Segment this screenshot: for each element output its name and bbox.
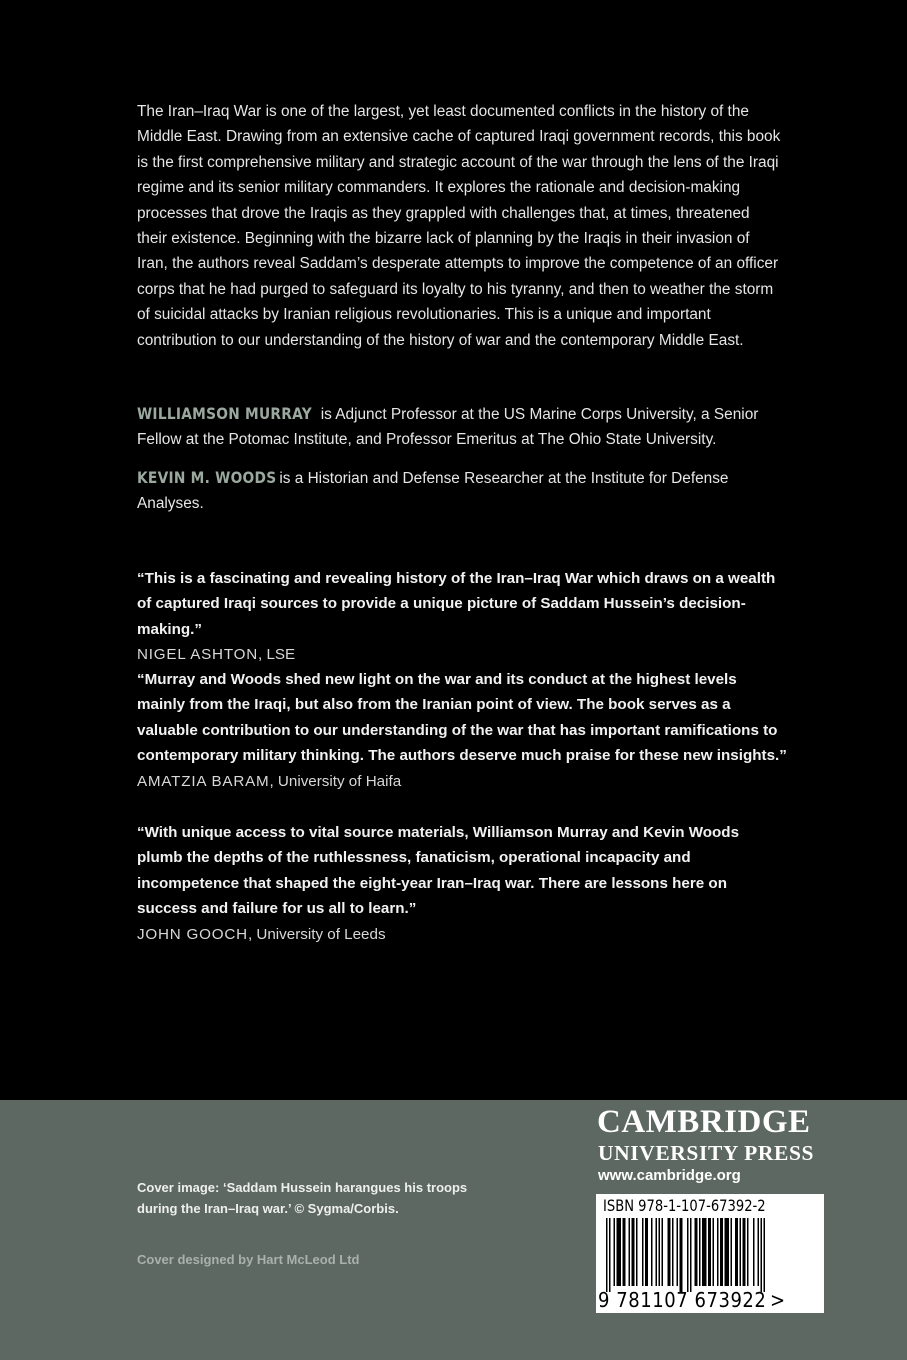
barcode-bar <box>668 1218 671 1286</box>
barcode-bar <box>695 1218 698 1286</box>
barcode-bar <box>672 1218 674 1286</box>
barcode-bar <box>609 1218 611 1292</box>
publisher-url[interactable]: www.cambridge.org <box>598 1167 741 1184</box>
cover-image-credit: Cover image: ‘Saddam Hussein harangues his troops during the Iran–Iraq war.’ © Sygma/Corbis. <box>137 1180 468 1216</box>
barcode-bar <box>740 1218 742 1286</box>
barcode-bar <box>614 1218 616 1286</box>
barcode-bar <box>623 1218 626 1286</box>
quote-text: “Murray and Woods shed new light on the war and its conduct at the highest levels mainly from the Iraqi, but also from the Iranian point of view. The book serves as a valuable contribution to our understanding of the war that has important ramifications to contemporary military thinking. The authors deserve much praise for these new insights.” <box>137 671 787 765</box>
barcode-bar <box>690 1218 692 1292</box>
barcode-bar <box>629 1218 631 1286</box>
author-bio-woods <box>137 465 782 517</box>
quote-attribution: AMATZIA BARAM, University of Haifa <box>137 772 402 790</box>
review-quote <box>137 667 787 794</box>
barcode-bar <box>735 1218 738 1286</box>
publisher-logo-line2: UNIVERSITY PRESS <box>598 1141 815 1165</box>
barcode-bar <box>636 1218 638 1286</box>
barcode-bar <box>687 1218 689 1292</box>
isbn-label: ISBN 978-1-107-67392-2 <box>603 1196 766 1215</box>
barcode-bar <box>651 1218 653 1286</box>
barcode-bar <box>731 1218 733 1286</box>
barcode-bar <box>659 1218 661 1286</box>
barcode-bar <box>717 1218 719 1286</box>
barcode-bar <box>656 1218 658 1286</box>
barcode-digits: 9 781107 673922 > <box>598 1288 786 1312</box>
barcode-bar <box>708 1218 711 1286</box>
author-bio-text: is Adjunct Professor at the US Marine Corps University, a Senior Fellow at the Potomac Institute, and Professor Emeritus at The Ohio State University. <box>137 406 759 449</box>
barcode-bar <box>632 1218 635 1286</box>
quote-text: “With unique access to vital source materials, Williamson Murray and Kevin Woods plumb the depths of the ruthlessness, fanaticism, operational incapacity and incompetence that shaped the eight-year Iran–Iraq war. There are lessons here on success and failure for us all to learn.” <box>137 824 740 918</box>
publisher-logo-line1: CAMBRIDGE <box>597 1104 811 1140</box>
barcode-bar <box>764 1218 766 1292</box>
barcode-bar <box>699 1218 701 1286</box>
barcode-bar <box>702 1218 707 1286</box>
quote-text: “This is a fascinating and revealing history of the Iran–Iraq War which draws on a wealth of captured Iraqi sources to provide a unique picture of Saddam Hussein’s decision-making.” <box>137 570 776 638</box>
quote-attribution: NIGEL ASHTON, LSE <box>137 646 296 664</box>
book-blurb: The Iran–Iraq War is one of the largest, yet least documented conflicts in the history of the Middle East. Drawing from an extensive cache of captured Iraqi government records, this book is the first comprehensive military and strategic account of the war through the lens of the Iraqi regime and its senior military commanders. It explores the rationale and decision-making processes that drove the Iraqis as they grappled with challenges that, at times, threatened their existence. Beginning with the bizarre lack of planning by the Iraqis in their invasion of Iran, the authors reveal Saddam’s desperate attempts to improve the competence of an officer corps that he had purged to safeguard its loyalty to his tyranny, and then to weather the storm of suicidal attacks by Iranian religious revolutionaries. This is a unique and important contribution to our understanding of the history of war and the contemporary Middle East. <box>137 103 781 349</box>
author-name: KEVIN M. WOODS <box>137 468 277 487</box>
barcode-bar <box>743 1218 746 1286</box>
barcode-bar <box>677 1218 679 1286</box>
barcode-bar <box>720 1218 723 1286</box>
author-bio-text: is a Historian and Defense Researcher at the Institute for Defense Analyses. <box>137 470 729 513</box>
review-quote <box>137 566 787 668</box>
isbn-barcode <box>596 1194 824 1313</box>
cover-design-credit: Cover designed by Hart McLeod Ltd <box>137 1252 360 1267</box>
barcode-bar <box>680 1218 683 1292</box>
author-name: WILLIAMSON MURRAY <box>137 404 312 423</box>
barcode-bar <box>725 1218 730 1286</box>
barcode-bar <box>617 1218 622 1286</box>
quote-attribution: JOHN GOOCH, University of Leeds <box>137 925 386 943</box>
barcode-bar <box>713 1218 715 1286</box>
author-bio-murray <box>137 401 782 453</box>
barcode-bar <box>606 1218 608 1292</box>
barcode-bar <box>761 1218 763 1292</box>
barcode-bar <box>645 1218 648 1286</box>
barcode-bar <box>747 1218 749 1286</box>
barcode-bar <box>753 1218 755 1286</box>
barcode-bar <box>662 1218 664 1286</box>
barcode-bars <box>606 1218 811 1292</box>
barcode-bar <box>642 1218 644 1286</box>
barcode-bar <box>758 1218 760 1286</box>
review-quote <box>137 820 787 947</box>
